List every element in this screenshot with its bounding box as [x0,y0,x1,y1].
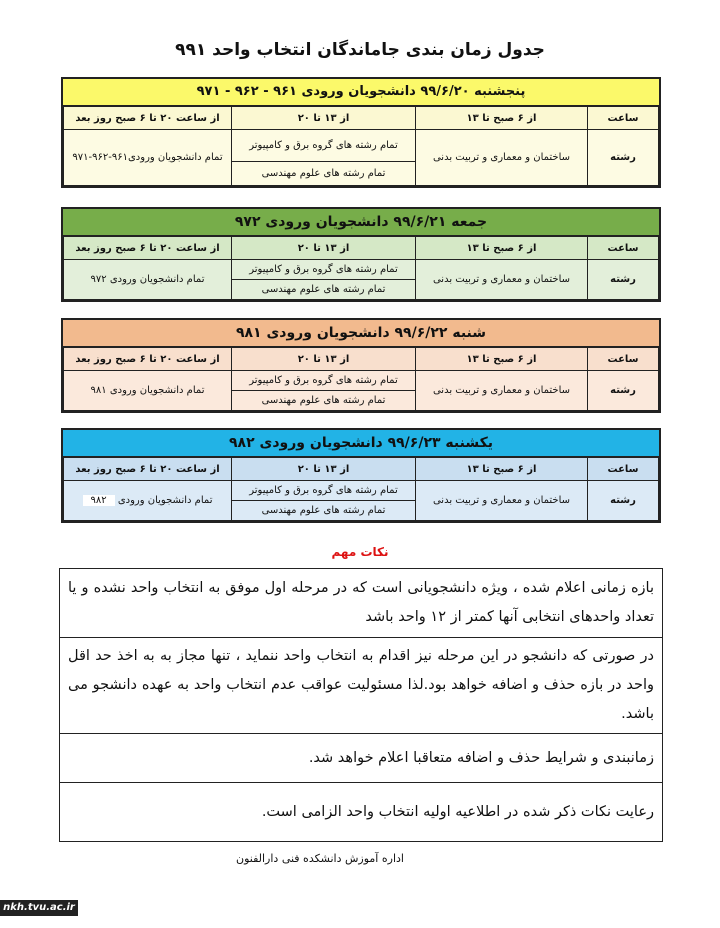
time-label: ساعت [588,458,659,481]
note-item: بازه زمانی اعلام شده ، ویژه دانشجویانی است که در مرحله اول موفق به انتخاب واحد نشده و یا تعداد واحدهای انتخابی آنها کمتر از ۱۲ واحد باشد [60,569,663,638]
slot-night: از ساعت ۲۰ تا ۶ صبح روز بعد [64,107,232,130]
slot-morning: از ۶ صبح تا ۱۳ [416,458,588,481]
slot-morning: از ۶ صبح تا ۱۳ [416,348,588,371]
schedule-table [63,106,659,186]
time-label: ساعت [588,348,659,371]
field-afternoon-b: تمام رشته های علوم مهندسی [232,162,416,186]
slot-morning: از ۶ صبح تا ۱۳ [416,237,588,260]
field-night: تمام دانشجویان ورودی ۹۸۱ [64,371,232,411]
slot-afternoon: از ۱۳ تا ۲۰ [232,348,416,371]
slot-night: از ساعت ۲۰ تا ۶ صبح روز بعد [64,348,232,371]
time-label: ساعت [588,237,659,260]
notes-title: نکات مهم [331,545,389,559]
field-afternoon-b: تمام رشته های علوم مهندسی [232,391,416,411]
slot-morning: از ۶ صبح تا ۱۳ [416,107,588,130]
slot-afternoon: از ۱۳ تا ۲۰ [232,458,416,481]
schedule-table [63,236,659,300]
block-header: یکشنبه ۹۹/۶/۲۳ دانشجویان ورودی ۹۸۲ [63,430,659,457]
block-header: شنبه ۹۹/۶/۲۲ دانشجویان ورودی ۹۸۱ [63,320,659,347]
field-night [64,481,232,521]
block-header: جمعه ۹۹/۶/۲۱ دانشجویان ورودی ۹۷۲ [63,209,659,236]
slot-afternoon: از ۱۳ تا ۲۰ [232,237,416,260]
slot-night: از ساعت ۲۰ تا ۶ صبح روز بعد [64,458,232,481]
field-afternoon-a: تمام رشته های گروه برق و کامپیوتر [232,260,416,280]
field-label: رشته [588,481,659,521]
schedule-block-saturday [61,318,661,413]
field-afternoon-b: تمام رشته های علوم مهندسی [232,280,416,300]
slot-afternoon: از ۱۳ تا ۲۰ [232,107,416,130]
field-morning: ساختمان و معماری و تربیت بدنی [416,130,588,186]
slot-night: از ساعت ۲۰ تا ۶ صبح روز بعد [64,237,232,260]
field-night: تمام دانشجویان ورودی ۹۷۲ [64,260,232,300]
schedule-block-friday [61,207,661,302]
note-item: در صورتی که دانشجو در این مرحله نیز اقدام به انتخاب واحد ننماید ، تنها مجاز به به اخذ حد اقل واحد در بازه حذف و اضافه خواهد بود.لذا مسئولیت عواقب عدم انتخاب واحد به عهده دانشجو می باشد. [60,638,663,734]
field-night-text: تمام دانشجویان ورودی [117,495,213,506]
field-morning: ساختمان و معماری و تربیت بدنی [416,371,588,411]
note-item: رعایت نکات ذکر شده در اطلاعیه اولیه انتخاب واحد الزامی است. [60,783,663,842]
field-afternoon-b: تمام رشته های علوم مهندسی [232,501,416,521]
field-label: رشته [588,371,659,411]
schedule-block-thursday [61,77,661,188]
note-item: زمانبندی و شرایط حذف و اضافه متعاقبا اعلام خواهد شد. [60,734,663,783]
footer-text: اداره آموزش دانشکده فنی دارالفنون [236,852,404,865]
field-afternoon-a: تمام رشته های گروه برق و کامپیوتر [232,130,416,162]
field-label: رشته [588,130,659,186]
site-badge: nkh.tvu.ac.ir [0,900,78,916]
field-night: تمام دانشجویان ورودی۹۶۱-۹۶۲-۹۷۱ [64,130,232,186]
schedule-table [63,457,659,521]
field-morning: ساختمان و معماری و تربیت بدنی [416,260,588,300]
schedule-block-sunday [61,428,661,523]
field-morning: ساختمان و معماری و تربیت بدنی [416,481,588,521]
field-label: رشته [588,260,659,300]
block-header: پنجشنبه ۹۹/۶/۲۰ دانشجویان ورودی ۹۶۱ - ۹۶۲ - ۹۷۱ [63,79,659,106]
field-afternoon-a: تمام رشته های گروه برق و کامپیوتر [232,481,416,501]
field-afternoon-a: تمام رشته های گروه برق و کامپیوتر [232,371,416,391]
page-title: جدول زمان بندی جاماندگان انتخاب واحد ۹۹۱ [175,40,545,60]
schedule-table [63,347,659,411]
time-label: ساعت [588,107,659,130]
field-night-number: ۹۸۲ [83,495,115,506]
notes-table [59,568,663,842]
